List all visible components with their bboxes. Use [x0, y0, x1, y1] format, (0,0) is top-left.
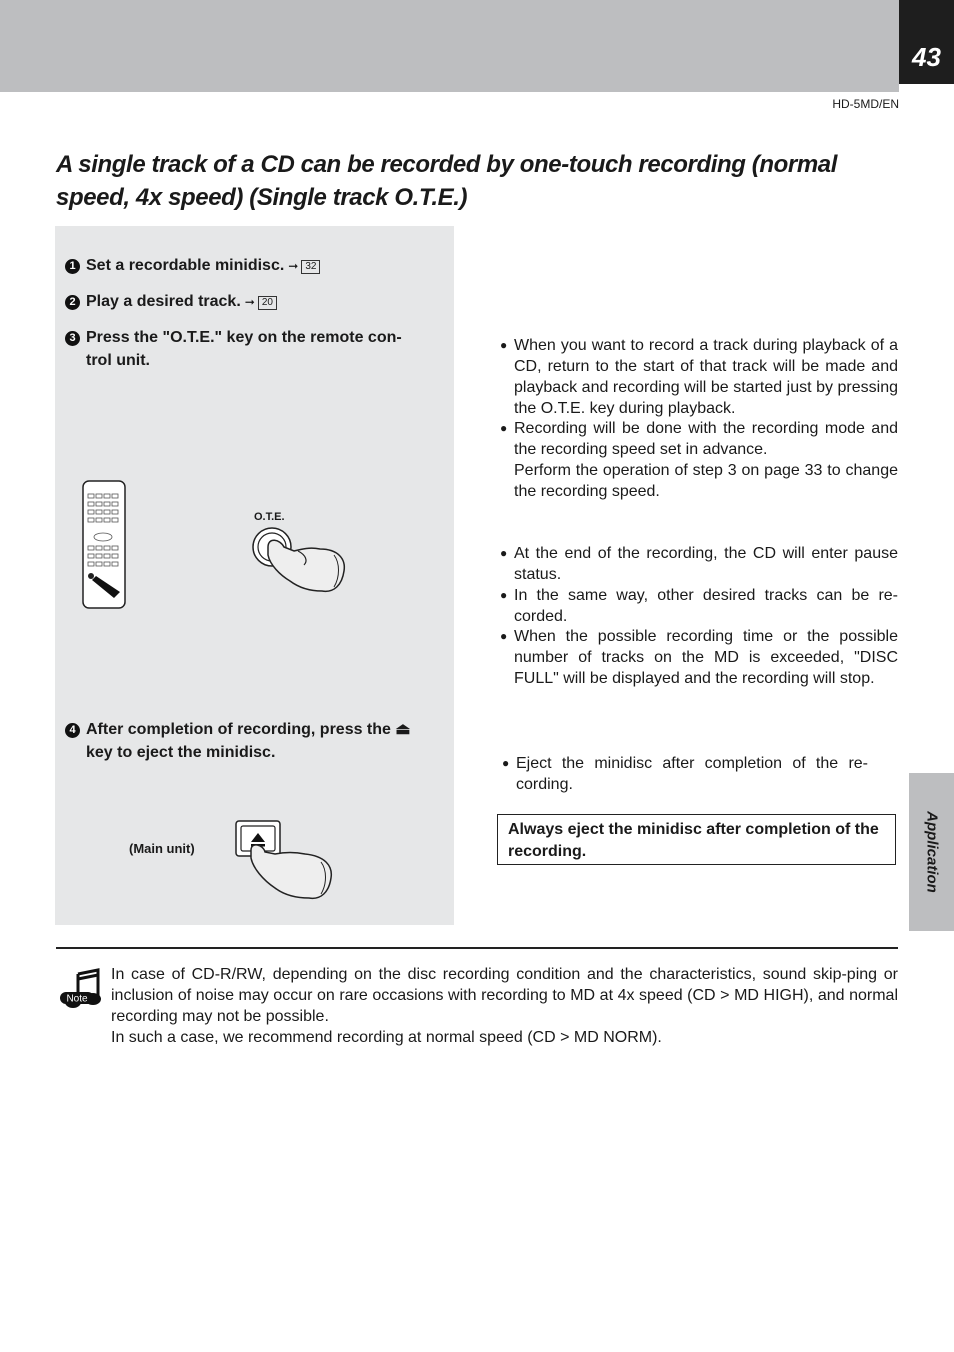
- bullet-item: ● Recording will be done with the recording mode and the recording speed set in advance.: [500, 420, 898, 458]
- remote-control-illustration: [82, 480, 128, 610]
- arrow-icon: ➞: [288, 259, 299, 273]
- bullet-icon: ●: [500, 546, 508, 560]
- step-4: [65, 718, 447, 764]
- bullet-continuation: Perform the operation of step 3 on page 33 to change the recording speed.: [514, 462, 898, 500]
- step-3: [65, 326, 445, 372]
- bullet-icon: ●: [500, 338, 508, 352]
- step-number: 3: [65, 331, 80, 346]
- bullet-item: ● When you want to record a track during playback of a CD, return to the start of that track will be made and playback and recording will be started just by pressing the O.T.E. key during playback.: [500, 337, 898, 417]
- step-text: Set a recordable minidisc.: [86, 257, 285, 274]
- main-unit-label: (Main unit): [129, 841, 195, 856]
- bullet-item: ● Eject the minidisc after completion of the re-cording.: [502, 755, 868, 793]
- warning-box: Always eject the minidisc after completion of the recording.: [497, 814, 896, 865]
- model-code: HD-5MD/EN: [832, 97, 899, 111]
- step-text: key to eject the minidisc.: [86, 744, 276, 761]
- side-tab: [909, 773, 954, 931]
- step-number: 2: [65, 295, 80, 310]
- step-number: 4: [65, 723, 80, 738]
- page-title: A single track of a CD can be recorded by one-touch recording (normal speed, 4x speed) (Single track O.T.E.): [56, 151, 837, 211]
- page-number: 43: [899, 0, 954, 84]
- step-number: 1: [65, 259, 80, 274]
- bullet-item: ● When the possible recording time or the possible number of tracks on the MD is exceeded, "DISC FULL" will be displayed and the recording will stop.: [500, 628, 898, 687]
- note-text: [111, 964, 898, 1048]
- note-paragraph: In case of CD-R/RW, depending on the disc recording condition and the characteristics, sound skip-ping or inclusion of noise may occur on rare occasions with recording to MD at 4x speed (CD > MD HIGH), and normal recording may not be possible.: [111, 966, 898, 1025]
- page-ref-icon: 20: [258, 296, 277, 310]
- step-text: Play a desired track.: [86, 293, 241, 310]
- note-icon-label: Note: [66, 993, 88, 1005]
- step-text: trol unit.: [86, 352, 150, 369]
- arrow-icon: ➞: [244, 295, 255, 309]
- page-ref-icon: 32: [301, 260, 320, 274]
- divider: [56, 947, 898, 949]
- note-icon: [58, 968, 102, 1012]
- header-bar: [0, 0, 899, 92]
- ote-key-press-illustration: [250, 525, 350, 597]
- bullet-icon: ●: [500, 421, 508, 435]
- eject-key-press-illustration: [233, 818, 337, 902]
- bullet-item: ● In the same way, other desired tracks can be re-corded.: [500, 587, 898, 625]
- bullet-icon: ●: [502, 756, 510, 770]
- note-paragraph: In such a case, we recommend recording at normal speed (CD > MD NORM).: [111, 1029, 662, 1046]
- bullet-icon: ●: [500, 588, 508, 602]
- bullet-item: ● At the end of the recording, the CD will enter pause status.: [500, 545, 898, 583]
- step-1: [65, 254, 320, 278]
- step-text: After completion of recording, press the ⏏: [86, 721, 411, 738]
- step-text: Press the "O.T.E." key on the remote con-: [86, 329, 402, 346]
- bullet-icon: ●: [500, 629, 508, 643]
- side-tab-label: Application: [923, 811, 940, 893]
- step-2: [65, 290, 277, 314]
- ote-label: O.T.E.: [254, 511, 285, 523]
